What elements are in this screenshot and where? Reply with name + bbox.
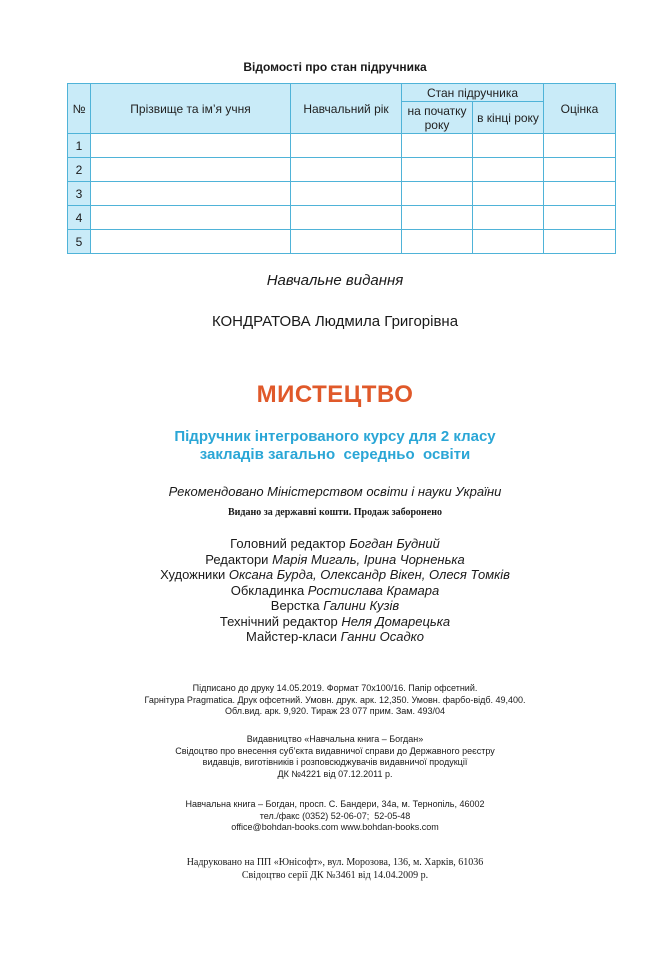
book-title: МИСТЕЦТВО — [256, 381, 414, 408]
credit-role: Верстка — [270, 598, 320, 613]
cell-grade — [544, 230, 616, 254]
ministry-recommendation: Рекомендовано Міністерством освіти і науки України — [168, 484, 502, 499]
header-condition-end: в кінці року — [473, 102, 544, 134]
header-number: № — [68, 84, 91, 134]
credit-line — [0, 614, 670, 630]
header-condition: Стан підручника — [402, 84, 544, 102]
credit-line — [0, 629, 670, 645]
credit-line — [0, 567, 670, 583]
print-detail-line: Обл.вид. арк. 9,920. Тираж 23 077 прим. Зам. 493/04 — [225, 706, 445, 716]
cell-student — [91, 158, 291, 182]
cell-student — [91, 182, 291, 206]
print-detail-line: Підписано до друку 14.05.2019. Формат 70х100/16. Папір офсетний. — [192, 683, 478, 693]
subtitle-line: закладів загально середньо освіти — [199, 446, 471, 463]
cell-start — [402, 158, 473, 182]
cell-start — [402, 182, 473, 206]
row-number: 2 — [68, 158, 91, 182]
credit-role: Художники — [160, 567, 226, 582]
row-number: 4 — [68, 206, 91, 230]
credit-line — [0, 536, 670, 552]
row-number: 1 — [68, 134, 91, 158]
table-row — [68, 182, 616, 206]
table-row — [68, 206, 616, 230]
publisher-address — [0, 799, 670, 834]
header-condition-start: на початку року — [402, 102, 473, 134]
credit-line — [0, 598, 670, 614]
print-detail-line: Гарнітура Pragmatica. Друк офсетний. Умовн. друк. арк. 12,350. Умовн. фарбо-відб. 49,400. — [144, 694, 526, 705]
cell-start — [402, 230, 473, 254]
table-row — [68, 230, 616, 254]
publisher-info — [0, 734, 670, 780]
header-student-name: Прізвище та ім’я учня — [91, 84, 291, 134]
row-number: 3 — [68, 182, 91, 206]
publisher-line: ДК №4221 від 07.12.2011 р. — [277, 768, 393, 779]
table-row — [68, 134, 616, 158]
header-grade: Оцінка — [544, 84, 616, 134]
cell-student — [91, 206, 291, 230]
credit-names: Оксана Бурда, Олександр Вікен, Олеся Томків — [228, 567, 510, 582]
publisher-line: Свідоцтво про внесення суб’єкта видавничої справи до Державного реєстру — [175, 745, 495, 756]
credit-names: Богдан Будний — [349, 536, 440, 551]
credit-role: Головний редактор — [230, 536, 346, 551]
credit-role: Технічний редактор — [219, 613, 338, 629]
cell-end — [473, 182, 544, 206]
cell-start — [402, 134, 473, 158]
cell-end — [473, 206, 544, 230]
cell-end — [473, 134, 544, 158]
print-details — [0, 683, 670, 718]
cell-start — [402, 206, 473, 230]
table-title: Відомості про стан підручника — [243, 60, 427, 74]
cell-year — [291, 158, 402, 182]
printer-line: Свідоцтво серії ДК №3461 від 14.04.2009 р. — [241, 869, 429, 881]
credit-names: Ростислава Крамара — [307, 582, 440, 598]
credit-names: Марія Мигаль, Ірина Чорненька — [272, 551, 465, 567]
cell-grade — [544, 134, 616, 158]
credits-block — [0, 536, 670, 645]
printer-line: Надруковано на ПП «Юнісофт», вул. Морозова, 136, м. Харків, 61036 — [186, 857, 484, 868]
subtitle-line: Підручник інтегрованого курсу для 2 класу — [174, 428, 496, 445]
credit-names: Ганни Осадко — [340, 629, 425, 644]
credit-role: Майстер-класи — [245, 629, 337, 644]
credit-role: Редактори — [205, 551, 269, 567]
credit-line — [0, 552, 670, 568]
cell-grade — [544, 158, 616, 182]
publisher-line: Видавництво «Навчальна книга – Богдан» — [246, 734, 424, 744]
cell-end — [473, 158, 544, 182]
cell-grade — [544, 206, 616, 230]
edition-type: Навчальне видання — [266, 272, 404, 289]
cell-student — [91, 230, 291, 254]
publisher-line: видавців, виготівників і розповсюджувачів видавничої продукції — [202, 757, 468, 767]
cell-year — [291, 206, 402, 230]
address-line: Навчальна книга – Богдан, просп. С. Бандери, 34а, м. Тернопіль, 46002 — [185, 799, 485, 809]
row-number: 5 — [68, 230, 91, 254]
credit-names: Неля Домарецька — [341, 613, 451, 629]
address-line: office@bohdan-books.com www.bohdan-books.com — [231, 822, 439, 832]
credit-line — [0, 583, 670, 599]
credit-role: Обкладинка — [230, 582, 305, 598]
textbook-status-table — [67, 83, 616, 254]
table-row — [68, 158, 616, 182]
cell-year — [291, 182, 402, 206]
funds-notice: Видано за державні кошти. Продаж заборонено — [227, 507, 443, 518]
cell-student — [91, 134, 291, 158]
printer-info — [0, 857, 670, 882]
cell-year — [291, 134, 402, 158]
cell-grade — [544, 182, 616, 206]
cell-year — [291, 230, 402, 254]
credit-names: Галини Кузів — [323, 598, 400, 613]
author-name: КОНДРАТОВА Людмила Григорівна — [211, 313, 459, 330]
book-subtitle — [0, 428, 670, 464]
cell-end — [473, 230, 544, 254]
header-school-year: Навчальний рік — [291, 84, 402, 134]
address-line: тел./факс (0352) 52-06-07; 52-05-48 — [259, 810, 411, 821]
